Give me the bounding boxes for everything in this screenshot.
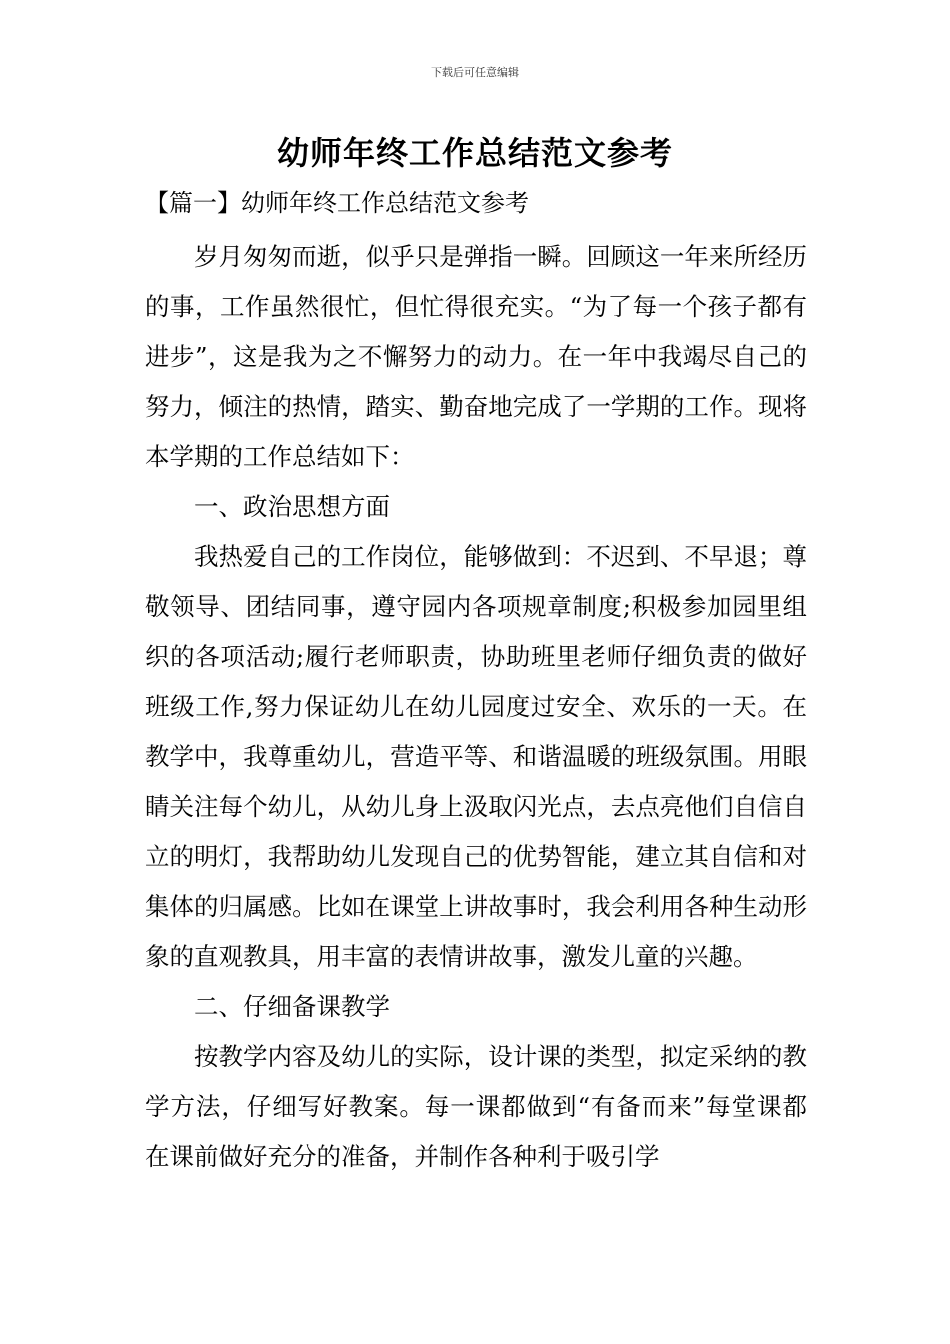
- document-title: 幼师年终工作总结范文参考: [276, 134, 673, 172]
- paragraph-lesson-prep: 按教学内容及幼儿的实际，设计课的类型，拟定采纳的教学方法，仔细写好教案。每一课都做到“有备而来”每堂课都在课前做好充分的准备，并制作各种利于吸引学: [145, 1042, 807, 1171]
- section-subtitle: 【篇一】幼师年终工作总结范文参考: [145, 189, 529, 217]
- header-note: 下载后可任意编辑: [431, 66, 519, 79]
- document-body: [145, 232, 807, 1182]
- section-heading-politics: 一、政治思想方面: [194, 492, 390, 521]
- section-heading-lesson-prep: 二、仔细备课教学: [194, 992, 390, 1021]
- paragraph-politics: 我热爱自己的工作岗位，能够做到：不迟到、不早退；尊敬领导、团结同事，遵守园内各项规章制度;积极参加园里组织的各项活动;履行老师职责，协助班里老师仔细负责的做好班级工作,努力保证幼儿在幼儿园度过安全、欢乐的一天。在教学中，我尊重幼儿，营造平等、和谐温暖的班级氛围。用眼睛关注每个幼儿，从幼儿身上汲取闪光点，去点亮他们自信自立的明灯，我帮助幼儿发现自己的优势智能，建立其自信和对集体的归属感。比如在课堂上讲故事时，我会利用各种生动形象的直观教具，用丰富的表情讲故事，激发儿童的兴趣。: [145, 542, 807, 971]
- paragraph-intro: 岁月匆匆而逝，似乎只是弹指一瞬。回顾这一年来所经历的事，工作虽然很忙，但忙得很充实。“为了每一个孩子都有进步”，这是我为之不懈努力的动力。在一年中我竭尽自己的努力，倾注的热情，踏实、勤奋地完成了一学期的工作。现将本学期的工作总结如下：: [145, 242, 807, 471]
